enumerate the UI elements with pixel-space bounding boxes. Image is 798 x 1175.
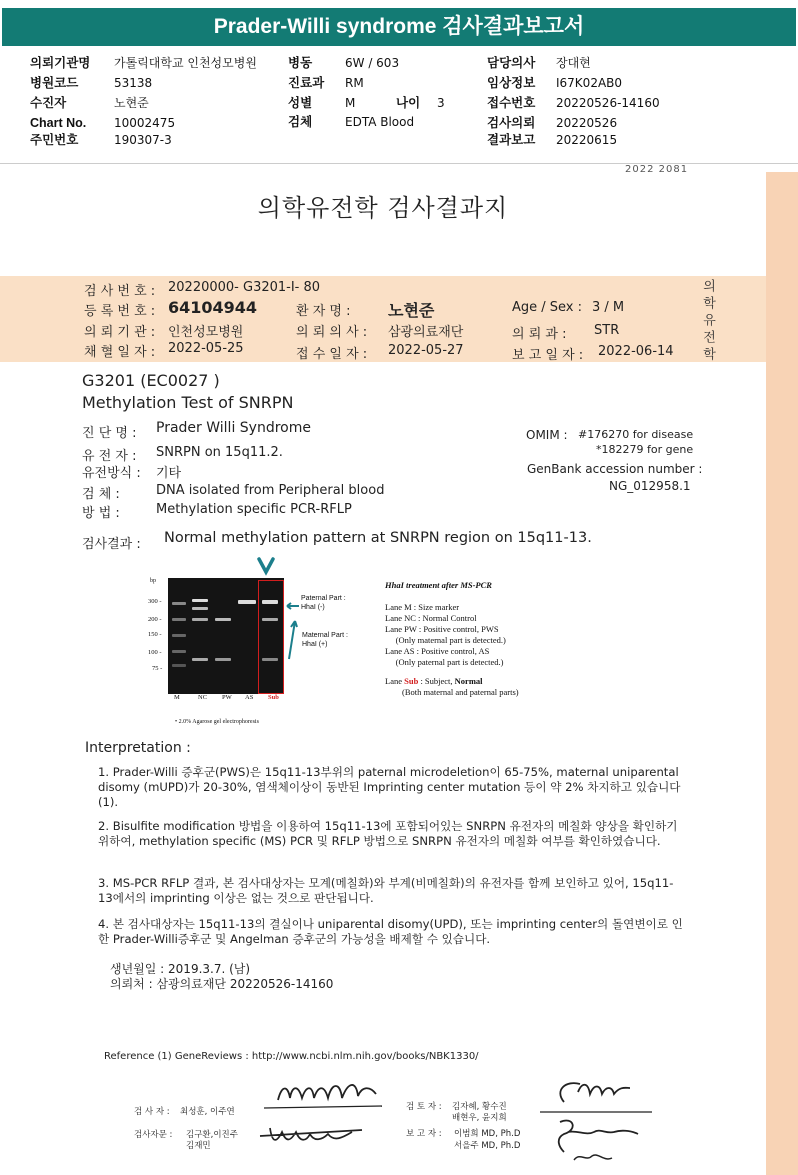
paternal-sub: HhaI (-) bbox=[301, 604, 325, 611]
genbank-id: NG_012958.1 bbox=[609, 479, 691, 493]
field-label: 임상정보 bbox=[487, 76, 536, 90]
bp-tick: 75 - bbox=[152, 665, 163, 672]
field-value: I67K02AB0 bbox=[556, 76, 623, 90]
field-value: 3 bbox=[437, 96, 445, 110]
maternal-sub: HhaI (+) bbox=[302, 641, 328, 648]
field-label: 수진자 bbox=[30, 96, 67, 110]
info-value: Prader Willi Syndrome bbox=[156, 420, 311, 436]
field-label: 접수번호 bbox=[487, 96, 536, 110]
org: 인천성모병원 bbox=[168, 325, 244, 340]
field-value: M bbox=[345, 96, 356, 110]
bp-tick: 150 - bbox=[148, 631, 162, 638]
legend-line: Lane AS : Positive control, AS bbox=[385, 646, 490, 656]
report-date: 2022-06-14 bbox=[598, 344, 674, 359]
interpretation-paragraph: 2. Bisulfite modification 방법을 이용하여 15q11-13에 포함되어있는 SNRPN 유전자의 메칠화 양상을 확인하기 위하여, methylation specific (MS) PCR 및 RFLP 방법으로 SNRPN 유전자의 메칠화 여부를 확인하였습니다. bbox=[98, 819, 678, 848]
field-label: 진료과 bbox=[288, 76, 325, 90]
legend-subject-line bbox=[385, 676, 483, 687]
arrow-bracket-icon bbox=[285, 619, 299, 661]
test-name: Methylation Test of SNRPN bbox=[82, 393, 294, 412]
field-label: 성별 bbox=[288, 96, 313, 110]
reg-no: 64104944 bbox=[168, 298, 258, 317]
omim-label: OMIM : bbox=[526, 428, 568, 442]
gel-image bbox=[168, 578, 284, 694]
doctor-label: 의 뢰 의 사 : bbox=[296, 325, 368, 340]
interpretation-paragraph: 4. 본 검사대상자는 15q11-13의 결실이나 uniparental disomy(UPD), 또는 imprinting center의 돌연변이로 인한 Prader-Willi증후군 및 Angelman 증후군의 가능성을 배제할 수 있습니다. bbox=[98, 917, 683, 946]
tester: 최성훈, 이주연 bbox=[180, 1107, 235, 1117]
requester: 의뢰처 : 삼광의료재단 20220526-14160 bbox=[110, 977, 334, 991]
reporter-1: 이범희 MD, Ph.D bbox=[454, 1129, 521, 1139]
reviewer-label: 검 토 자 : bbox=[406, 1102, 442, 1112]
gel-band bbox=[172, 664, 186, 667]
info-value: Methylation specific PCR-RFLP bbox=[156, 502, 352, 517]
field-label: 결과보고 bbox=[487, 133, 536, 147]
maternal-title: Maternal Part : bbox=[302, 632, 348, 639]
test-no: 20220000- G3201-I- 80 bbox=[168, 280, 321, 295]
report-date-label: 보 고 일 자 : bbox=[512, 348, 584, 363]
field-label: 나이 bbox=[396, 96, 421, 110]
info-value: SNRPN on 15q11.2. bbox=[156, 445, 283, 460]
report-title: 의학유전학 검사결과지 bbox=[257, 194, 509, 222]
header-fields bbox=[0, 52, 798, 160]
legend-text: : Subject, bbox=[418, 676, 455, 686]
dept-label: 의 뢰 과 : bbox=[512, 327, 567, 342]
reviewer-2: 배현우, 윤지희 bbox=[452, 1113, 507, 1123]
field-value: 20220526-14160 bbox=[556, 96, 660, 110]
gel-band bbox=[238, 600, 256, 604]
advisor-1: 김구환,이진주 bbox=[186, 1130, 238, 1140]
legend-normal: Normal bbox=[454, 676, 483, 686]
lane-label: AS bbox=[245, 694, 254, 701]
info-value: 기타 bbox=[156, 466, 182, 481]
age-sex-label: Age / Sex : bbox=[512, 300, 583, 315]
result-text: Normal methylation pattern at SNRPN region on 15q11-13. bbox=[164, 530, 592, 546]
report-title-bar: Prader-Willi syndrome 검사결과보고서 bbox=[2, 8, 796, 46]
info-value: DNA isolated from Peripheral blood bbox=[156, 483, 385, 498]
field-label: 검체 bbox=[288, 115, 313, 129]
interpretation-paragraph: 3. MS-PCR RFLP 결과, 본 검사대상자는 모계(메칠화)와 부계(비메칠화)의 유전자를 함께 보인하고 있어, 15q11-13에서의 imprinting 이상은 없는 것으로 판단됩니다. bbox=[98, 876, 674, 905]
advisor-2: 김재민 bbox=[186, 1141, 211, 1151]
gel-band bbox=[172, 634, 186, 637]
gel-band bbox=[215, 618, 231, 621]
gel-band bbox=[172, 650, 186, 653]
field-label: 주민번호 bbox=[30, 133, 79, 147]
top-numbers: 2022 2081 bbox=[625, 164, 689, 175]
legend-line: (Both maternal and paternal parts) bbox=[402, 687, 519, 697]
field-label: 검사의뢰 bbox=[487, 116, 536, 130]
field-value: 53138 bbox=[114, 76, 153, 90]
gel-band bbox=[215, 658, 231, 661]
lane-label: PW bbox=[222, 694, 232, 701]
bp-tick: 100 - bbox=[148, 649, 162, 656]
legend-line: Lane M : Size marker bbox=[385, 602, 460, 612]
field-label: 병동 bbox=[288, 56, 313, 70]
lane-label: M bbox=[174, 694, 180, 701]
reporter-2: 서을주 MD, Ph.D bbox=[454, 1141, 521, 1151]
legend-line: Lane PW : Positive control, PWS bbox=[385, 624, 499, 634]
legend-sub-word: Sub bbox=[404, 676, 419, 686]
collect-label: 채 혈 일 자 : bbox=[84, 345, 156, 360]
bp-label: bp bbox=[150, 578, 156, 584]
age-sex: 3 / M bbox=[592, 300, 625, 315]
gel-band bbox=[192, 618, 208, 621]
reviewer-1: 김자혜, 황수진 bbox=[452, 1102, 507, 1112]
gel-band bbox=[192, 599, 208, 602]
receive-date: 2022-05-27 bbox=[388, 343, 464, 358]
info-label: 진 단 명 : bbox=[82, 426, 137, 441]
genbank-label: GenBank accession number : bbox=[527, 462, 703, 476]
dept: STR bbox=[594, 323, 620, 338]
gel-band bbox=[172, 618, 186, 621]
right-edge-strip bbox=[766, 172, 798, 1175]
info-label: 유 전 자 : bbox=[82, 449, 137, 464]
field-value: 노현준 bbox=[114, 96, 149, 110]
advisor-label: 검사자문 : bbox=[134, 1130, 173, 1140]
arrow-down-icon bbox=[256, 556, 276, 578]
legend-line: (Only maternal part is detected.) bbox=[385, 635, 506, 645]
signature-advisor bbox=[252, 1122, 372, 1152]
field-label: 의뢰기관명 bbox=[30, 56, 91, 70]
omim-gene: *182279 for gene bbox=[596, 443, 694, 456]
omim-disease: #176270 for disease bbox=[578, 428, 694, 441]
info-label: 방 법 : bbox=[82, 506, 120, 521]
field-label: Chart No. bbox=[30, 116, 87, 130]
test-code: G3201 (EC0027 ) bbox=[82, 371, 220, 390]
vertical-label: 의학유전학 bbox=[700, 278, 715, 364]
field-value: 190307-3 bbox=[114, 133, 172, 147]
signature-tester bbox=[258, 1076, 388, 1112]
info-label: 검 체 : bbox=[82, 487, 120, 502]
field-value: 20220526 bbox=[556, 116, 618, 130]
field-value: 20220615 bbox=[556, 133, 618, 147]
receive-label: 접 수 일 자 : bbox=[296, 347, 368, 362]
bp-tick: 200 - bbox=[148, 616, 162, 623]
lane-label: NC bbox=[198, 694, 208, 701]
subject-lane-box bbox=[258, 580, 284, 694]
legend-line: (Only paternal part is detected.) bbox=[385, 657, 504, 667]
org-label: 의 뢰 기 관 : bbox=[84, 325, 156, 340]
gel-band bbox=[172, 602, 186, 605]
gel-note: • 2.0% Agarose gel electrophoresis bbox=[175, 719, 259, 725]
field-value: 가톨릭대학교 인천성모병원 bbox=[114, 56, 257, 70]
collect-date: 2022-05-25 bbox=[168, 341, 244, 356]
gel-band bbox=[262, 600, 278, 604]
scanned-report bbox=[0, 163, 798, 1175]
gel-band bbox=[262, 618, 278, 621]
field-label: 담당의사 bbox=[487, 56, 536, 70]
legend-text: Lane bbox=[385, 676, 405, 686]
gel-band bbox=[192, 607, 208, 610]
gel-band bbox=[192, 658, 208, 661]
field-value: EDTA Blood bbox=[345, 115, 415, 129]
field-value: 6W / 603 bbox=[345, 56, 400, 70]
legend-title: HhaI treatment after MS-PCR bbox=[385, 580, 492, 590]
interpretation-paragraph: 1. Prader-Willi 증후군(PWS)은 15q11-13부위의 paternal microdeletion이 65-75%, maternal uniparental disomy (mUPD)가 20-30%, 염색체이상이 동반된 Imprinting center mutation 등이 약 2% 차지하고 있습니다 (1). bbox=[98, 765, 681, 809]
patient-label: 환 자 명 : bbox=[296, 304, 351, 319]
gel-band bbox=[262, 658, 278, 661]
tester-label: 검 사 자 : bbox=[134, 1107, 170, 1117]
doctor: 삼광의료재단 bbox=[388, 325, 464, 340]
info-label: 유전방식 : bbox=[82, 466, 141, 481]
reporter-label: 보 고 자 : bbox=[406, 1129, 442, 1139]
legend-line: Lane NC : Normal Control bbox=[385, 613, 477, 623]
field-label: 병원코드 bbox=[30, 76, 79, 90]
result-label: 검사결과 : bbox=[82, 537, 141, 552]
arrow-left-icon bbox=[286, 602, 300, 610]
reg-no-label: 등 록 번 호 : bbox=[84, 304, 156, 319]
field-value: RM bbox=[345, 76, 364, 90]
dob: 생년월일 : 2019.3.7. (남) bbox=[110, 962, 251, 976]
field-value: 장대현 bbox=[556, 56, 591, 70]
signature-reporter bbox=[534, 1112, 644, 1168]
interpretation-title: Interpretation : bbox=[85, 740, 191, 756]
test-no-label: 검 사 번 호 : bbox=[84, 284, 156, 299]
paternal-title: Paternal Part : bbox=[301, 595, 346, 602]
patient-name: 노현준 bbox=[388, 301, 435, 320]
lane-label: Sub bbox=[268, 694, 279, 701]
bp-tick: 300 - bbox=[148, 598, 162, 605]
field-value: 10002475 bbox=[114, 116, 176, 130]
reference: Reference (1) GeneReviews : http://www.ncbi.nlm.nih.gov/books/NBK1330/ bbox=[104, 1051, 479, 1062]
